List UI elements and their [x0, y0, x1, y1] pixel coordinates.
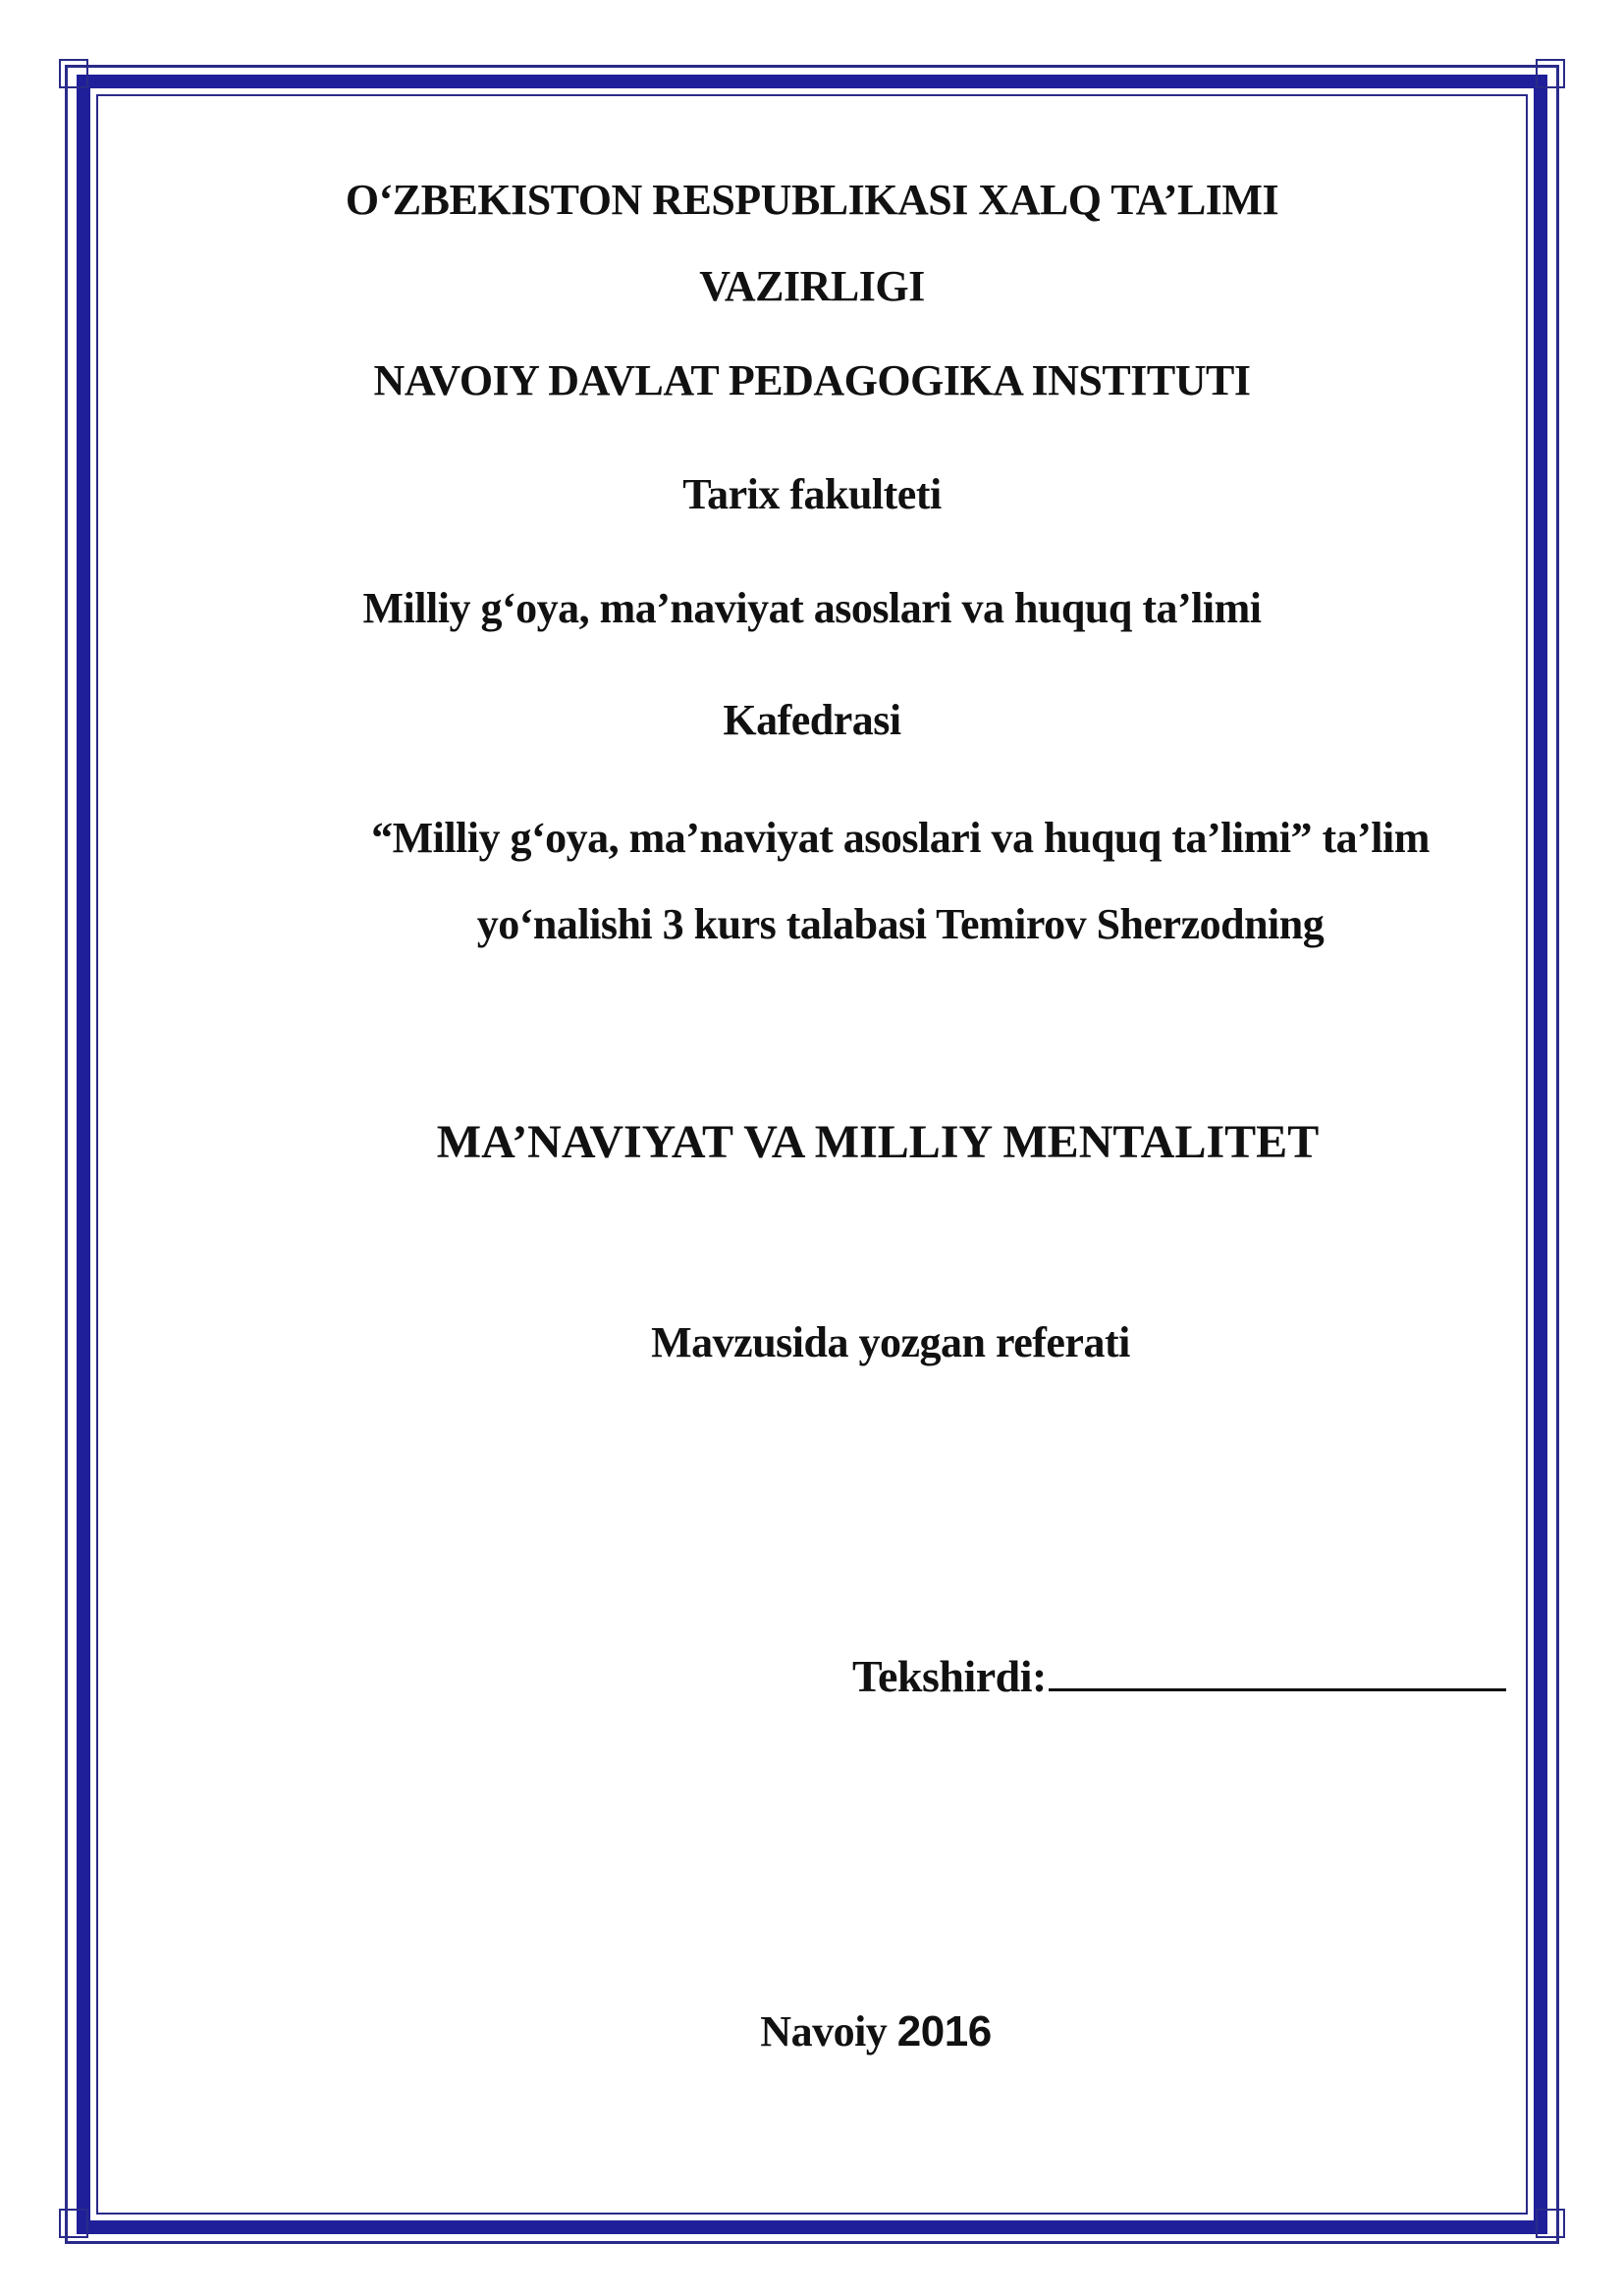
checked-by-label: Tekshirdi: [852, 1651, 1047, 1701]
border-corner-top-left [59, 59, 88, 88]
department-name: Milliy g‘oya, ma’naviyat asoslari va huquq ta’limi [362, 584, 1262, 632]
city-name: Navoiy [760, 2007, 888, 2056]
topic-title: MA’NAVIYAT VA MILLIY MENTALITET [436, 1116, 1320, 1168]
student-info [216, 795, 1585, 968]
city-year [196, 2002, 1555, 2061]
institute-name: NAVOIY DAVLAT PEDAGOGIKA INSTITUTI [373, 356, 1251, 404]
student-line-1: “Milliy g‘oya, ma’naviyat asoslari va huquq ta’limi” ta’lim [371, 814, 1430, 862]
student-line-2: yo‘nalishi 3 kurs talabasi Temirov Sherzodning [476, 900, 1325, 948]
border-corner-bottom-right [1536, 2209, 1565, 2238]
signature-line [1049, 1647, 1506, 1691]
ministry-line-2: VAZIRLIGI [699, 262, 925, 310]
border-corner-bottom-left [59, 2209, 88, 2238]
kafedra-label: Kafedrasi [723, 696, 901, 744]
year: 2016 [896, 2007, 992, 2056]
ministry-line-1: O‘ZBEKISTON RESPUBLIKASI XALQ TA’LIMI [345, 176, 1279, 224]
checked-by [852, 1647, 1506, 1706]
border-corner-top-right [1536, 59, 1565, 88]
ministry-heading [147, 157, 1477, 330]
faculty-name: Tarix fakulteti [682, 470, 942, 518]
topic-subtitle: Mavzusida yozgan referati [651, 1318, 1130, 1366]
